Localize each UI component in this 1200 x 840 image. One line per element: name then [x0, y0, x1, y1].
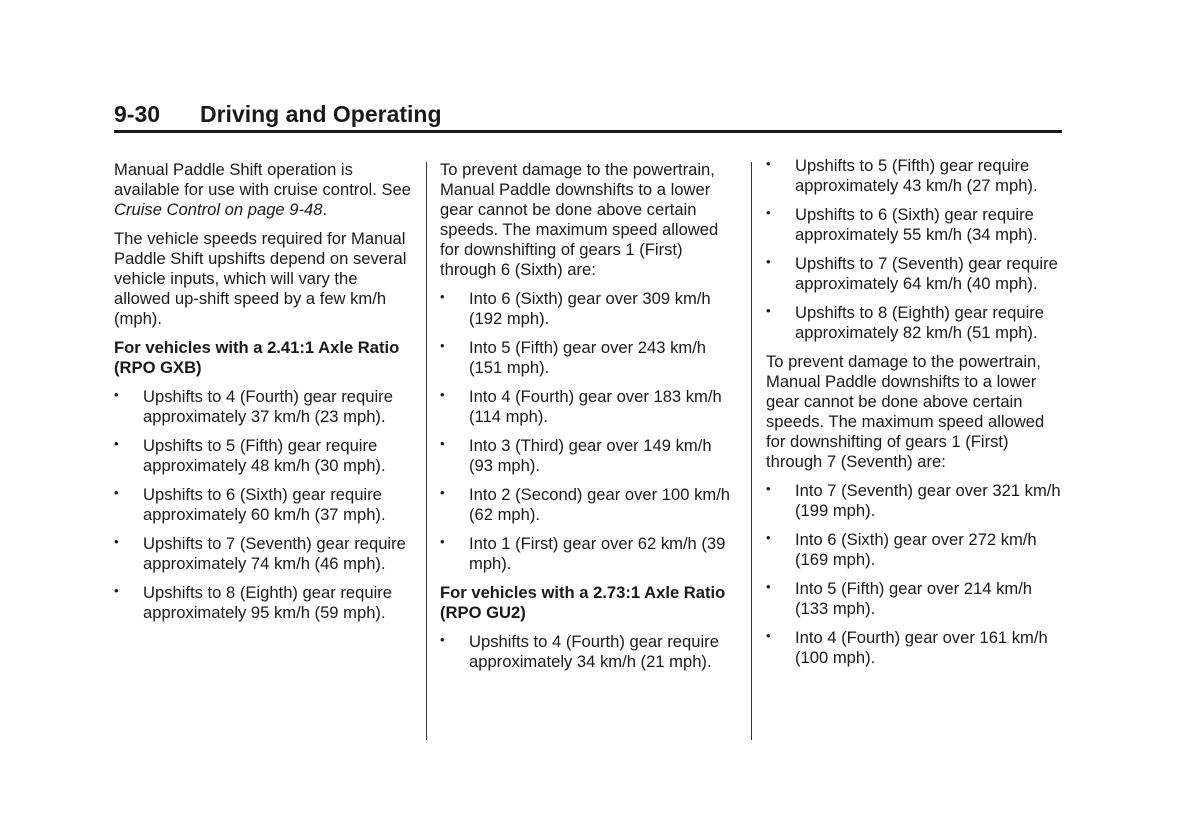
list-item: • Upshifts to 5 (Fifth) gear require approximately 48 km/h (30 mph).	[114, 436, 386, 475]
column-2	[440, 160, 740, 681]
list-item: • Upshifts to 4 (Fourth) gear require approximately 37 km/h (23 mph).	[114, 387, 393, 426]
column-divider	[426, 162, 427, 740]
paragraph: To prevent damage to the powertrain, Manual Paddle downshifts to a lower gear cannot be done above certain speeds. The maximum speed allowed for downshifting of gears 1 (First) through 7 (Seventh) are:	[766, 352, 1045, 471]
list-item: • Into 7 (Seventh) gear over 321 km/h (199 mph).	[766, 481, 1061, 520]
list-item: • Into 6 (Sixth) gear over 309 km/h (192 mph).	[440, 289, 711, 328]
bullet-icon: •	[440, 387, 445, 402]
paragraph: Manual Paddle Shift operation is available for use with cruise control. See Cruise Control on page 9-48.	[114, 160, 411, 219]
paragraph: The vehicle speeds required for Manual Paddle Shift upshifts depend on several vehicle inputs, which will vary the allowed up-shift speed by a few km/h (mph).	[114, 229, 407, 328]
page-header	[114, 100, 1062, 133]
bullet-icon: •	[114, 583, 119, 598]
bullet-icon: •	[114, 436, 119, 451]
column-1	[114, 160, 414, 632]
bullet-icon: •	[766, 205, 771, 220]
bullet-icon: •	[440, 485, 445, 500]
column-divider	[751, 162, 752, 740]
list-item: • Into 6 (Sixth) gear over 272 km/h (169 mph).	[766, 530, 1037, 569]
bullet-list	[766, 481, 1066, 668]
bullet-icon: •	[440, 436, 445, 451]
list-item: • Upshifts to 6 (Sixth) gear require approximately 55 km/h (34 mph).	[766, 205, 1038, 244]
list-item: • Into 5 (Fifth) gear over 214 km/h (133 mph).	[766, 579, 1033, 618]
bullet-icon: •	[766, 156, 771, 171]
bullet-icon: •	[440, 534, 445, 549]
section-title: Driving and Operating	[200, 101, 442, 127]
list-item: • Into 5 (Fifth) gear over 243 km/h (151 mph).	[440, 338, 707, 377]
cross-reference-link[interactable]: Cruise Control on page 9-48	[114, 200, 323, 219]
bullet-icon: •	[114, 534, 119, 549]
bullet-icon: •	[440, 632, 445, 647]
list-item: • Upshifts to 8 (Eighth) gear require approximately 82 km/h (51 mph).	[766, 303, 1045, 342]
subheading: For vehicles with a 2.73:1 Axle Ratio (RPO GU2)	[440, 583, 726, 622]
bullet-icon: •	[766, 628, 771, 643]
list-item: • Into 2 (Second) gear over 100 km/h (62 mph).	[440, 485, 731, 524]
bullet-list	[766, 156, 1066, 343]
list-item: • Into 4 (Fourth) gear over 161 km/h (100 mph).	[766, 628, 1048, 667]
subheading: For vehicles with a 2.41:1 Axle Ratio (RPO GXB)	[114, 338, 400, 377]
bullet-list	[114, 387, 414, 623]
bullet-icon: •	[766, 579, 771, 594]
bullet-icon: •	[114, 387, 119, 402]
list-item: • Upshifts to 7 (Seventh) gear require approximately 74 km/h (46 mph).	[114, 534, 406, 573]
list-item: • Upshifts to 8 (Eighth) gear require approximately 95 km/h (59 mph).	[114, 583, 393, 622]
bullet-list	[440, 289, 740, 574]
list-item: • Into 1 (First) gear over 62 km/h (39 mph).	[440, 534, 726, 573]
paragraph: To prevent damage to the powertrain, Manual Paddle downshifts to a lower gear cannot be done above certain speeds. The maximum speed allowed for downshifting of gears 1 (First) through 6 (Sixth) are:	[440, 160, 719, 279]
list-item: • Into 3 (Third) gear over 149 km/h (93 mph).	[440, 436, 712, 475]
bullet-icon: •	[440, 289, 445, 304]
page-number: 9-30	[114, 101, 161, 127]
list-item: • Upshifts to 4 (Fourth) gear require approximately 34 km/h (21 mph).	[440, 632, 719, 671]
column-3	[766, 156, 1066, 677]
bullet-icon: •	[766, 530, 771, 545]
bullet-icon: •	[766, 481, 771, 496]
bullet-icon: •	[114, 485, 119, 500]
list-item: • Upshifts to 6 (Sixth) gear require approximately 60 km/h (37 mph).	[114, 485, 386, 524]
list-item: • Upshifts to 5 (Fifth) gear require approximately 43 km/h (27 mph).	[766, 156, 1038, 195]
list-item: • Upshifts to 7 (Seventh) gear require approximately 64 km/h (40 mph).	[766, 254, 1058, 293]
bullet-icon: •	[766, 254, 771, 269]
list-item: • Into 4 (Fourth) gear over 183 km/h (114 mph).	[440, 387, 722, 426]
bullet-list	[440, 632, 740, 672]
bullet-icon: •	[440, 338, 445, 353]
bullet-icon: •	[766, 303, 771, 318]
